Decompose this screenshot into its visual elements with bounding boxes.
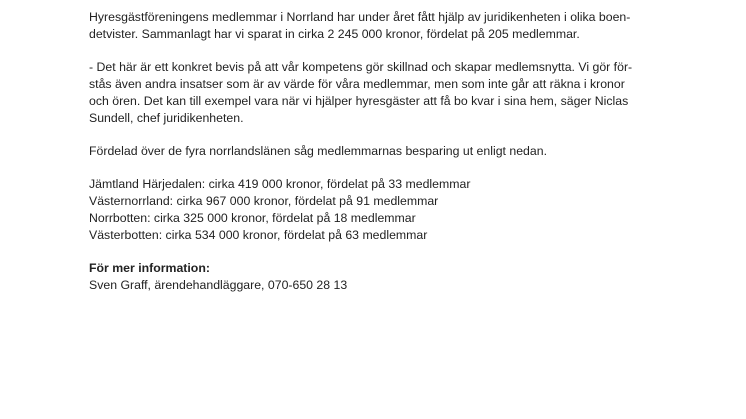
county-item: Västerbotten: cirka 534 000 kronor, fördelat på 63 medlemmar [89, 228, 428, 242]
county-item: Jämtland Härjedalen: cirka 419 000 kronor, fördelat på 33 medlemmar [89, 177, 471, 191]
quote-paragraph [89, 59, 659, 127]
distribution-intro: Fördelad över de fyra norrlandslänen såg medlemmarnas besparing ut enligt nedan. [89, 144, 547, 158]
quote-line: - Det här är ett konkret bevis på att vår kompetens gör skillnad och skapar medlemsnytta. Vi gör för- [89, 60, 633, 74]
contact-heading: För mer information: [89, 261, 210, 275]
county-item: Västernorrland: cirka 967 000 kronor, fördelat på 91 medlemmar [89, 194, 439, 208]
document-page [89, 9, 659, 310]
intro-paragraph [89, 9, 659, 43]
quote-line: och ören. Det kan till exempel vara när vi hjälper hyresgäster att få bo kvar i sina hem, säger Niclas [89, 94, 629, 108]
quote-line: Sundell, chef juridikenheten. [89, 111, 244, 125]
quote-line: stås även andra insatser som är av värde för våra medlemmar, men som inte går att räkna i kronor [89, 77, 625, 91]
intro-line: detvister. Sammanlagt har vi sparat in cirka 2 245 000 kronor, fördelat på 205 medlemmar. [89, 27, 580, 41]
county-item: Norrbotten: cirka 325 000 kronor, fördelat på 18 medlemmar [89, 211, 416, 225]
intro-line: Hyresgästföreningens medlemmar i Norrland har under året fått hjälp av juridikenheten i olika boen- [89, 10, 631, 24]
contact-block [89, 260, 659, 294]
distribution-intro-paragraph [89, 143, 659, 160]
contact-details: Sven Graff, ärendehandläggare, 070-650 28 13 [89, 278, 348, 292]
county-list [89, 176, 659, 244]
